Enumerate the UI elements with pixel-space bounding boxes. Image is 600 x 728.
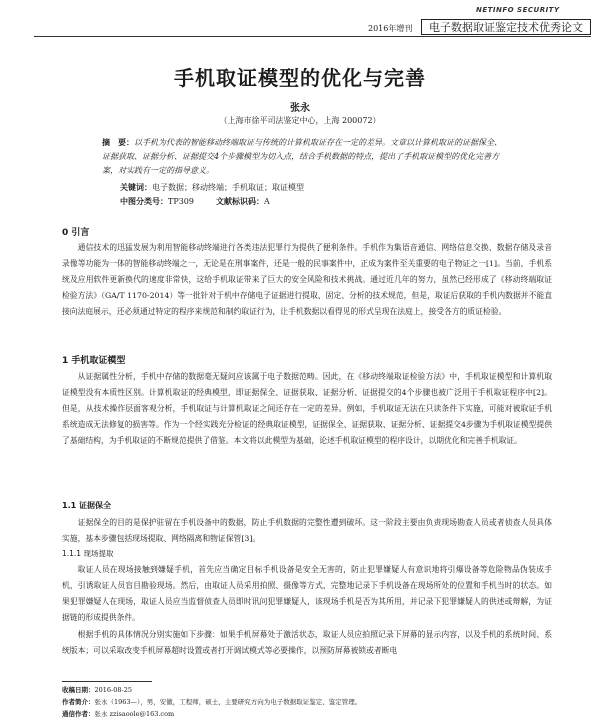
contact-label: 通信作者：	[62, 710, 95, 718]
footnote-received	[62, 685, 552, 696]
bio-label: 作者简介：	[62, 698, 95, 706]
received-date: 2016-08-25	[94, 686, 132, 694]
doc-code-value: A	[264, 197, 270, 206]
clc-label: 中图分类号：	[120, 197, 168, 206]
abstract	[102, 136, 506, 178]
journal-logo: NETINFO SECURITY	[476, 6, 560, 14]
section-0-paragraph: 通信技术的迅猛发展为利用智能移动终端进行各类违法犯罪行为提供了便利条件。手机作为集语音通信、网络信息交换、数据存储及录音录像等功能为一体的智能移动终端之一，无论是在刑事案件，还是一般的民事案件中，正成为案件至关重要的电子物证之一[1]。当前，手机系统及应用软件更新换代的速度非常快，这给手机取证带来了巨大的安全风险和技术挑战。通过近几年的努力，虽然已经形成了《移动终端取证检验方法》（GA/T 1170-2014）等一批针对于机中存储电子证据进行提取、固定、分析的技术规范，但是，取证后获取的手机内数据并不能直接向法庭展示，还必须通过特定的程序来规范和制约取证行为，让手机数据以看得见的形式呈现在法庭上，接受各方的质证检验。	[62, 243, 552, 316]
section-1-1-1-paragraph-1: 取证人员在现场接触到嫌疑手机，首先应当确定目标手机设备是安全无害的，防止犯罪嫌疑人有意识地将引爆设备等危险物品伪装成手机，引诱取证人员盲目勘验现场。然后，由取证人员采用拍照、摄像等方式，完整地记录下手机设备在现场所处的位置和手机当时的状态。如果犯罪嫌疑人在现场，取证人员应当监督侦查人员即时讯问犯罪嫌疑人，该现场手机是否为其所用，并记录下犯罪嫌疑人的供述或辩解，为证据链的形成提供条件。	[62, 565, 552, 622]
section-1-1-heading: 1.1 证据保全	[62, 501, 111, 510]
keywords-text: 电子数据；移动终端；手机取证；取证模型	[152, 183, 304, 192]
article-title: 手机取证模型的优化与完善	[174, 66, 426, 90]
abstract-label: 摘 要：	[102, 138, 134, 147]
bio-text: 张永（1963—），男，安徽，工程师，硕士，主要研究方向为电子数据取证鉴定、鉴定管理。	[94, 698, 362, 706]
section-1-heading: 1 手机取证模型	[62, 356, 126, 366]
footnote-bio	[62, 697, 552, 708]
section-1-1-1-paragraph-2: 根据手机的具体情况分别实施如下步骤：如果手机屏幕处于激活状态，取证人员应拍照记录下屏幕的显示内容，以及手机的系统时间、系统版本；可以采取改变手机屏幕超时设置或者打开调试模式等必要操作，以预防屏幕被锁或者断电	[62, 630, 552, 655]
section-1-1-paragraph: 证据保全的目的是保护驻留在手机设备中的数据，防止手机数据的完整性遭到破坏。这一阶段主要由负责现场勘查人员或者侦查人员具体实施，基本步骤包括现场提取、网络隔离和物证保管[3]。	[62, 518, 552, 543]
contact-text: 张永 zzisaoole@163.com	[94, 710, 175, 718]
footnote-contact	[62, 709, 552, 720]
journal-issue: 2016年增刊	[368, 24, 413, 33]
received-label: 收稿日期：	[62, 686, 95, 694]
keywords-label: 关键词：	[120, 183, 152, 192]
classification-line	[120, 195, 510, 209]
section-1-1-1-heading: 1.1.1 现场提取	[62, 549, 114, 558]
article-author: 张永	[290, 103, 310, 114]
keywords-block	[120, 181, 510, 209]
clc-value: TP309	[168, 197, 194, 206]
doc-code-label: 文献标识码：	[216, 197, 264, 206]
section-0-heading: 0 引言	[62, 228, 90, 238]
footnote-rule	[62, 681, 152, 682]
column-title: 电子数据取证鉴定技术优秀论文	[421, 19, 591, 35]
header-rule	[34, 36, 591, 37]
article-affiliation: （上海市徐平司法鉴定中心，上海 200072）	[219, 116, 381, 125]
section-1-paragraph: 从证据属性分析，手机中存储的数据毫无疑问应该属于电子数据范畴。因此，在《移动终端取证检验方法》中，手机取证模型和计算机取证模型没有本质性区别。计算机取证的经典模型，即证据保全、证据获取、证据分析、证据提交的4个步骤也被广泛用于手机取证程序中[2]。但是，从技术操作层面客观分析，手机取证与计算机取证之间还存在一定的差异。例如，手机取证无法在只读条件下实施，可能对被取证手机系统造成无法修复的损害等。作为一个经实践充分检证的经典取证模型，证据保全、证据获取、证据分析、证据提交4步骤为手机取证模型提供了基础结构，为手机取证的不断规范提供了借鉴。本文将以此模型为基础，论述手机取证模型的程序设计，以期优化和完善手机取证。	[62, 372, 552, 445]
keywords-line	[120, 181, 510, 195]
abstract-text: 以手机为代表的智能移动终端取证与传统的计算机取证存在一定的差异。文章以计算机取证的证据保全、证据获取、证据分析、证据提交4个步骤模型为切入点，结合手机数据的特点，提出了手机取证模型的优化完善方案，对实践有一定的指导意义。	[102, 138, 502, 175]
